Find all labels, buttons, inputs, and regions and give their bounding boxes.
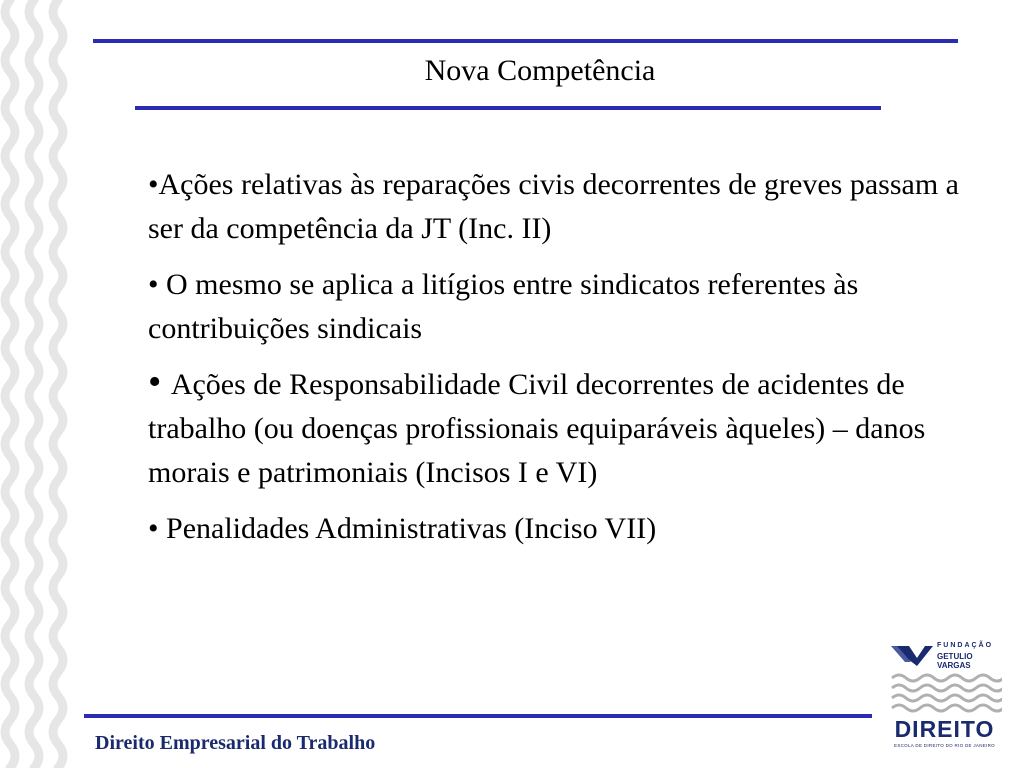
side-wave-pattern xyxy=(0,0,72,768)
bullet-dot: • xyxy=(148,361,171,403)
bullet-text: O mesmo se aplica a litígios entre sindicatos referentes às contribuições sindicais xyxy=(148,268,859,345)
bullet-item-3 xyxy=(148,363,968,495)
slide-title: Nova Competência xyxy=(424,54,656,87)
bullet-list xyxy=(148,163,968,551)
logo-school-subtitle: ESCOLA DE DIREITO DO RIO DE JANEIRO xyxy=(894,743,995,748)
top-rule-upper xyxy=(93,39,958,43)
bullet-dot: • xyxy=(148,168,159,201)
top-rule-lower xyxy=(135,106,881,110)
bullet-text: Penalidades Administrativas (Inciso VII) xyxy=(166,512,657,545)
fgv-direito-logo xyxy=(887,640,1002,752)
bullet-item-1 xyxy=(148,163,968,251)
bullet-text: Ações relativas às reparações civis decorrentes de greves passam a ser da competência da JT (Inc. II) xyxy=(148,168,959,245)
logo-school-name: DIREITO xyxy=(894,716,995,742)
bullet-item-4 xyxy=(148,507,968,551)
footer-course-title: Direito Empresarial do Trabalho xyxy=(95,732,376,754)
bottom-rule xyxy=(84,714,872,718)
logo-foundation-label: FUNDAÇÃO xyxy=(937,642,994,649)
bullet-dot: • xyxy=(148,268,167,301)
bullet-dot: • xyxy=(148,512,167,545)
bullet-item-2 xyxy=(148,263,968,351)
bullet-text: Ações de Responsabilidade Civil decorrentes de acidentes de trabalho (ou doenças profissionais equiparáveis àqueles) – danos morais e patrimoniais (Incisos I e VI) xyxy=(148,368,926,489)
logo-brand-label: GETULIO VARGAS xyxy=(937,652,973,670)
